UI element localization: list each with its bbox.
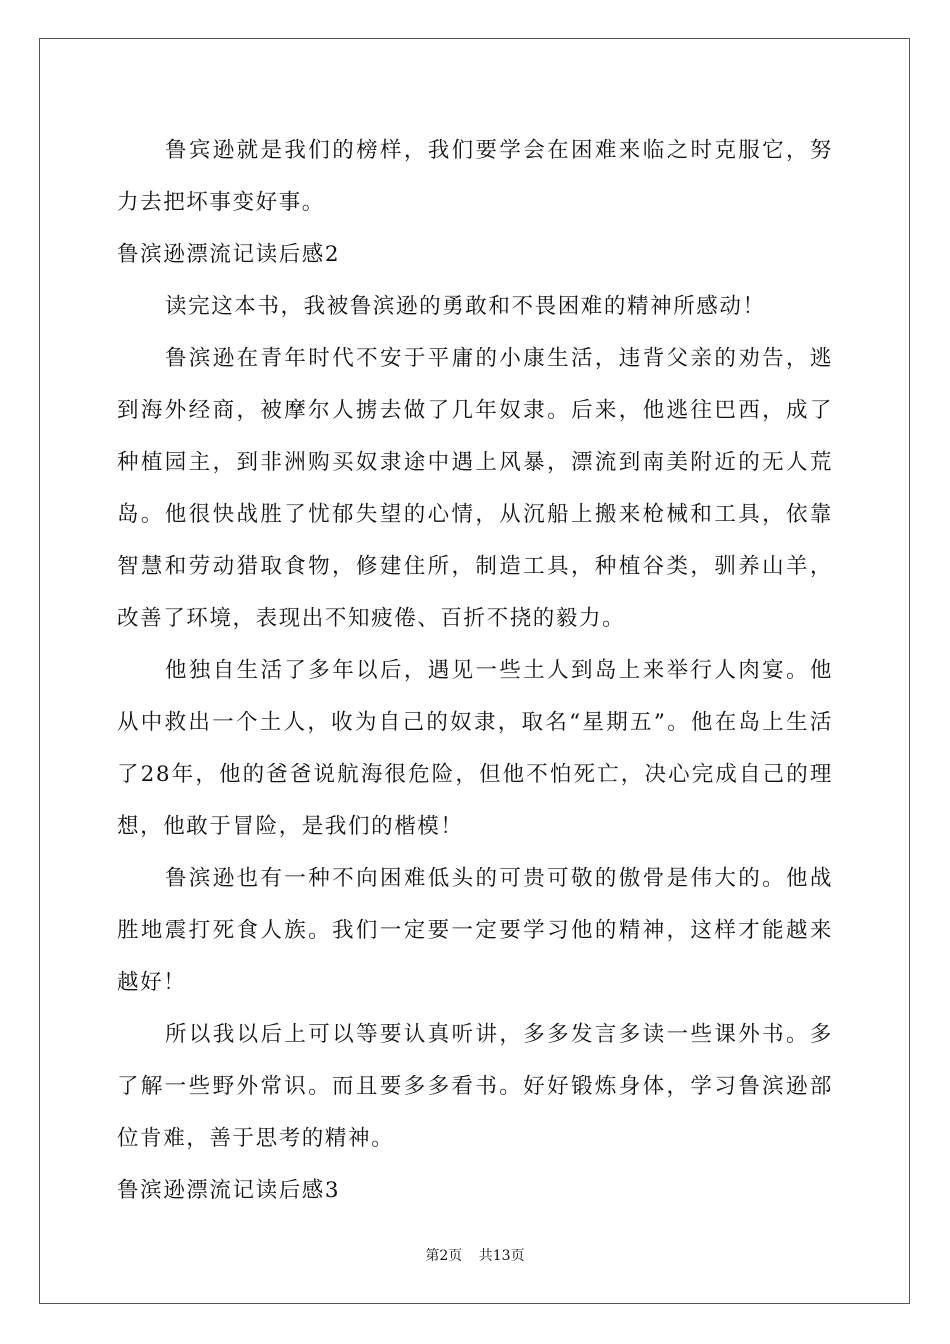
paragraph: 读完这本书，我被鲁滨逊的勇敢和不畏困难的精神所感动！	[165, 294, 766, 319]
page-number: 第2页	[425, 1248, 463, 1264]
paragraph: 他独自生活了多年以后，遇见一些土人到岛上来举行人肉宴。他从中救出一个土人，收为自己的奴隶，取名“星期五”。他在岛上生活了28年，他的爸爸说航海很危险，但他不怕死亡，决心完成自己的理想，他敢于冒险，是我们的楷模！	[117, 658, 833, 839]
section-heading: 鲁滨逊漂流记读后感3	[117, 1178, 341, 1203]
page-total: 共13页	[478, 1248, 525, 1264]
page-footer	[0, 1246, 950, 1266]
paragraph: 鲁宾逊就是我们的榜样，我们要学会在困难来临之时克服它，努力去把坏事变好事。	[117, 138, 833, 215]
document-body	[117, 125, 833, 1217]
paragraph: 所以我以后上可以等要认真听讲，多多发言多读一些课外书。多了解一些野外常识。而且要多多看书。好好锻炼身体，学习鲁滨逊部位肯难，善于思考的精神。	[117, 1022, 833, 1151]
section-heading: 鲁滨逊漂流记读后感2	[117, 242, 341, 267]
paragraph: 鲁滨逊也有一种不向困难低头的可贵可敬的傲骨是伟大的。他战胜地震打死食人族。我们一定要一定要学习他的精神，这样才能越来越好！	[117, 866, 833, 995]
paragraph: 鲁滨逊在青年时代不安于平庸的小康生活，违背父亲的劝告，逃到海外经商，被摩尔人掳去做了几年奴隶。后来，他逃往巴西，成了种植园主，到非洲购买奴隶途中遇上风暴，漂流到南美附近的无人荒岛。他很快战胜了忧郁失望的心情，从沉船上搬来枪械和工具，依靠智慧和劳动猎取食物，修建住所，制造工具，种植谷类，驯养山羊，改善了环境，表现出不知疲倦、百折不挠的毅力。	[117, 346, 833, 631]
